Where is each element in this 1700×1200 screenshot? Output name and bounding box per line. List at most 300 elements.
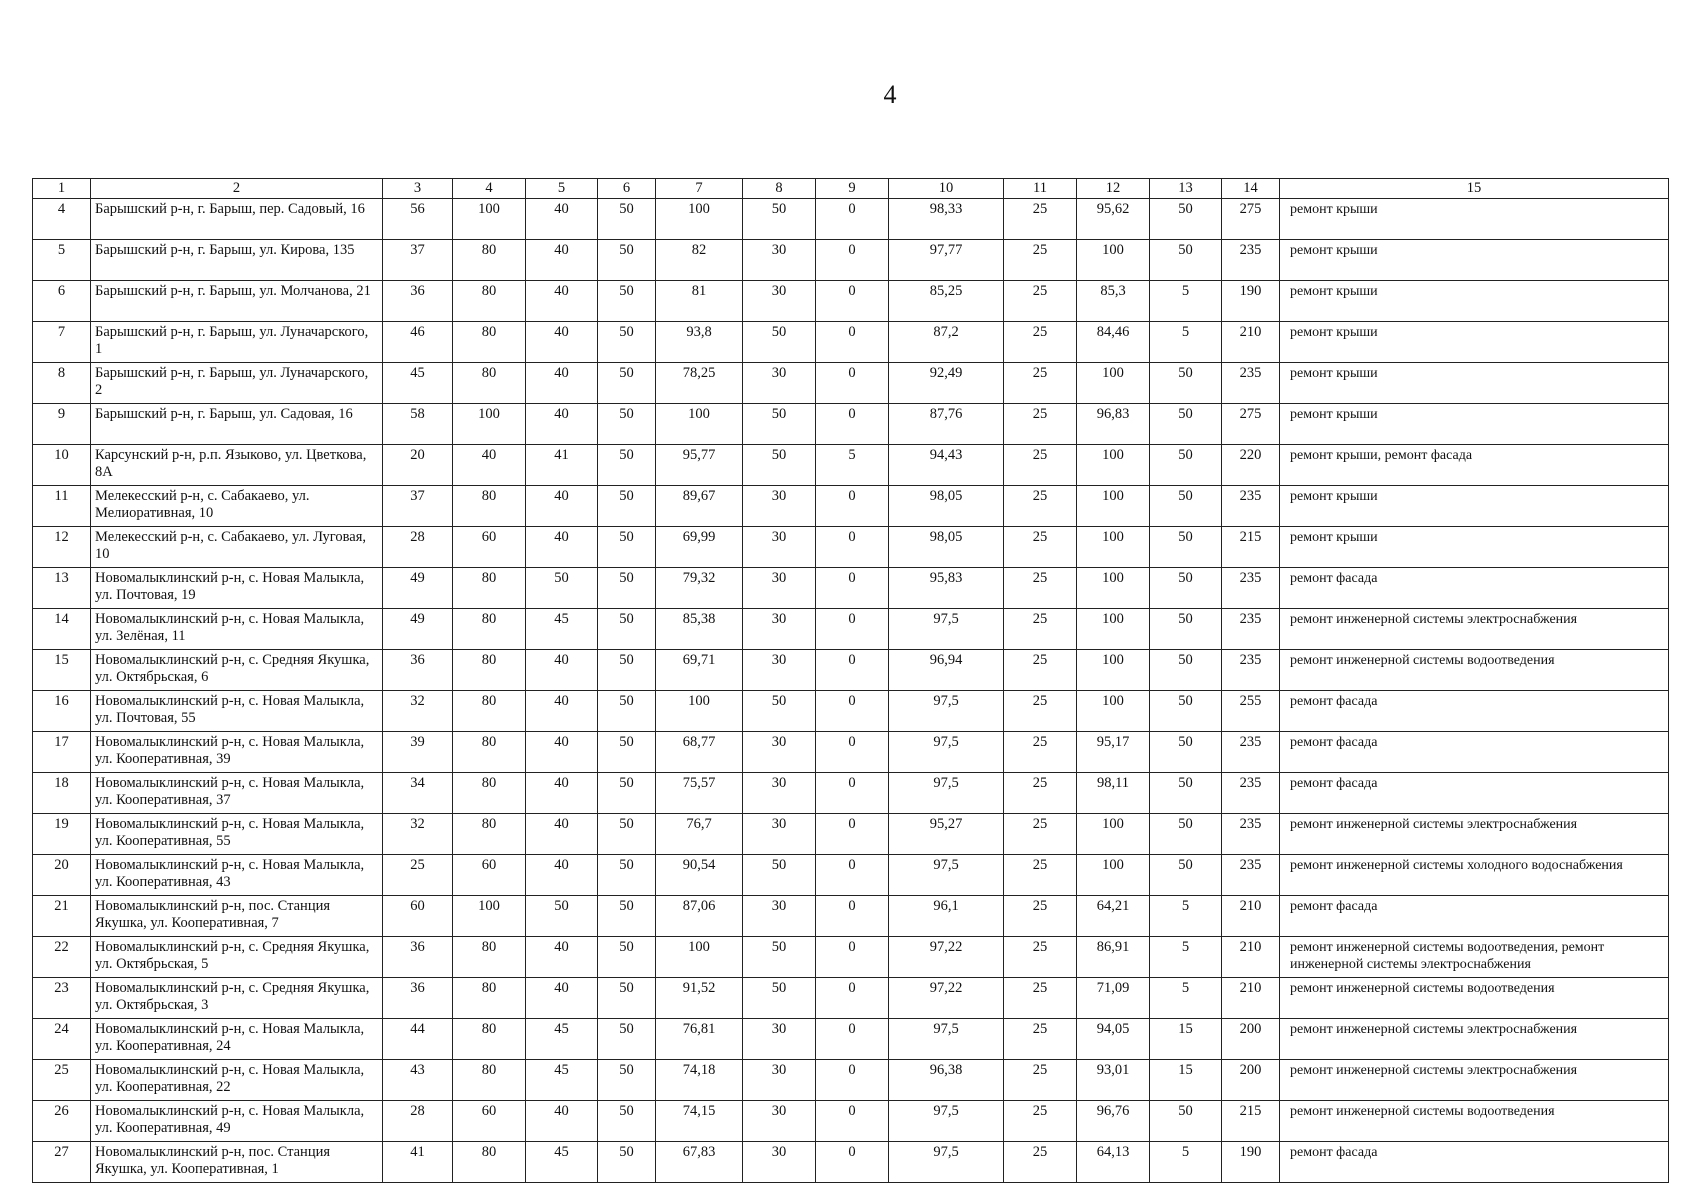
- table-cell-col13: 5: [1150, 978, 1222, 1019]
- table-cell-col11: 25: [1004, 1060, 1077, 1101]
- table-cell-col14: 255: [1222, 691, 1280, 732]
- table-cell-col5: 40: [526, 240, 598, 281]
- table-cell-col12: 84,46: [1077, 322, 1150, 363]
- table-cell-col1: 20: [33, 855, 91, 896]
- table-cell-col1: 4: [33, 199, 91, 240]
- table-cell-col10: 96,94: [889, 650, 1004, 691]
- table-cell-col4: 80: [453, 568, 526, 609]
- table-cell-col13: 50: [1150, 1101, 1222, 1142]
- table-cell-col8: 50: [743, 855, 816, 896]
- table-cell-col13: 15: [1150, 1060, 1222, 1101]
- table-cell-col5: 45: [526, 609, 598, 650]
- table-cell-col13: 50: [1150, 404, 1222, 445]
- table-cell-col14: 235: [1222, 363, 1280, 404]
- table-cell-col12: 93,01: [1077, 1060, 1150, 1101]
- table-cell-col15: ремонт крыши, ремонт фасада: [1280, 445, 1669, 486]
- table-cell-col6: 50: [598, 281, 656, 322]
- table-cell-col10: 87,76: [889, 404, 1004, 445]
- table-cell-col9: 0: [816, 732, 889, 773]
- table-cell-col11: 25: [1004, 650, 1077, 691]
- table-cell-col13: 5: [1150, 281, 1222, 322]
- table-cell-col6: 50: [598, 691, 656, 732]
- table-cell-col11: 25: [1004, 527, 1077, 568]
- table-cell-col12: 95,17: [1077, 732, 1150, 773]
- header-cell-col10: 10: [889, 179, 1004, 199]
- table-cell-col5: 40: [526, 199, 598, 240]
- table-cell-col3: 41: [383, 1142, 453, 1183]
- table-cell-col2: Новомалыклинский р-н, с. Средняя Якушка, ул. Октябрьская, 3: [91, 978, 383, 1019]
- table-cell-col8: 50: [743, 404, 816, 445]
- table-cell-col13: 5: [1150, 322, 1222, 363]
- header-cell-col4: 4: [453, 179, 526, 199]
- table-cell-col12: 96,76: [1077, 1101, 1150, 1142]
- table-cell-col2: Барышский р-н, г. Барыш, ул. Луначарского, 1: [91, 322, 383, 363]
- table-cell-col13: 50: [1150, 240, 1222, 281]
- data-table: [32, 178, 1669, 1183]
- table-row: [33, 363, 1669, 404]
- table-cell-col6: 50: [598, 814, 656, 855]
- table-cell-col15: ремонт фасада: [1280, 691, 1669, 732]
- table-cell-col6: 50: [598, 486, 656, 527]
- table-row: [33, 814, 1669, 855]
- table-cell-col1: 7: [33, 322, 91, 363]
- table-cell-col8: 50: [743, 322, 816, 363]
- table-cell-col2: Новомалыклинский р-н, с. Новая Малыкла, ул. Почтовая, 55: [91, 691, 383, 732]
- table-cell-col7: 74,18: [656, 1060, 743, 1101]
- table-cell-col7: 100: [656, 404, 743, 445]
- table-cell-col3: 32: [383, 691, 453, 732]
- table-cell-col1: 11: [33, 486, 91, 527]
- table-cell-col15: ремонт инженерной системы водоотведения, ремонт инженерной системы электроснабжения: [1280, 937, 1669, 978]
- table-cell-col4: 80: [453, 773, 526, 814]
- table-cell-col3: 56: [383, 199, 453, 240]
- table-row: [33, 486, 1669, 527]
- table-cell-col1: 17: [33, 732, 91, 773]
- table-cell-col1: 24: [33, 1019, 91, 1060]
- table-cell-col1: 5: [33, 240, 91, 281]
- table-cell-col1: 25: [33, 1060, 91, 1101]
- table-cell-col9: 0: [816, 568, 889, 609]
- table-cell-col2: Барышский р-н, г. Барыш, ул. Молчанова, 21: [91, 281, 383, 322]
- table-cell-col4: 80: [453, 1142, 526, 1183]
- table-cell-col2: Новомалыклинский р-н, пос. Станция Якушка, ул. Кооперативная, 1: [91, 1142, 383, 1183]
- table-cell-col10: 95,83: [889, 568, 1004, 609]
- table-cell-col11: 25: [1004, 691, 1077, 732]
- table-cell-col6: 50: [598, 445, 656, 486]
- table-cell-col1: 22: [33, 937, 91, 978]
- table-cell-col13: 5: [1150, 1142, 1222, 1183]
- table-cell-col13: 50: [1150, 445, 1222, 486]
- table-cell-col12: 100: [1077, 363, 1150, 404]
- table-cell-col2: Мелекесский р-н, с. Сабакаево, ул. Мелиоративная, 10: [91, 486, 383, 527]
- table-cell-col11: 25: [1004, 445, 1077, 486]
- table-cell-col7: 67,83: [656, 1142, 743, 1183]
- table-row: [33, 1101, 1669, 1142]
- table-cell-col14: 215: [1222, 1101, 1280, 1142]
- table-cell-col10: 98,05: [889, 486, 1004, 527]
- table-cell-col11: 25: [1004, 732, 1077, 773]
- table-cell-col12: 64,21: [1077, 896, 1150, 937]
- table-cell-col5: 40: [526, 650, 598, 691]
- table-cell-col8: 30: [743, 486, 816, 527]
- table-cell-col3: 58: [383, 404, 453, 445]
- table-cell-col2: Новомалыклинский р-н, с. Средняя Якушка, ул. Октябрьская, 5: [91, 937, 383, 978]
- table-cell-col12: 85,3: [1077, 281, 1150, 322]
- table-cell-col12: 100: [1077, 609, 1150, 650]
- table-cell-col4: 80: [453, 937, 526, 978]
- table-row: [33, 1019, 1669, 1060]
- table-cell-col15: ремонт инженерной системы водоотведения: [1280, 650, 1669, 691]
- header-cell-col13: 13: [1150, 179, 1222, 199]
- table-cell-col3: 34: [383, 773, 453, 814]
- table-cell-col7: 91,52: [656, 978, 743, 1019]
- table-cell-col14: 235: [1222, 855, 1280, 896]
- table-cell-col3: 37: [383, 240, 453, 281]
- table-cell-col8: 30: [743, 527, 816, 568]
- table-cell-col14: 275: [1222, 199, 1280, 240]
- table-cell-col13: 5: [1150, 937, 1222, 978]
- table-row: [33, 855, 1669, 896]
- table-cell-col14: 235: [1222, 814, 1280, 855]
- table-cell-col5: 40: [526, 773, 598, 814]
- table-cell-col8: 30: [743, 732, 816, 773]
- table-cell-col12: 100: [1077, 650, 1150, 691]
- header-cell-col6: 6: [598, 179, 656, 199]
- table-cell-col10: 98,05: [889, 527, 1004, 568]
- table-cell-col12: 100: [1077, 527, 1150, 568]
- table-row: [33, 445, 1669, 486]
- table-cell-col14: 235: [1222, 773, 1280, 814]
- table-cell-col6: 50: [598, 1060, 656, 1101]
- header-cell-col3: 3: [383, 179, 453, 199]
- table-cell-col4: 80: [453, 978, 526, 1019]
- table-cell-col11: 25: [1004, 896, 1077, 937]
- table-cell-col14: 215: [1222, 527, 1280, 568]
- table-row: [33, 527, 1669, 568]
- table-cell-col2: Мелекесский р-н, с. Сабакаево, ул. Луговая, 10: [91, 527, 383, 568]
- table-cell-col14: 235: [1222, 609, 1280, 650]
- table-cell-col3: 44: [383, 1019, 453, 1060]
- table-cell-col13: 50: [1150, 691, 1222, 732]
- table-cell-col11: 25: [1004, 773, 1077, 814]
- table-cell-col5: 40: [526, 363, 598, 404]
- table-cell-col10: 92,49: [889, 363, 1004, 404]
- table-cell-col5: 50: [526, 896, 598, 937]
- table-cell-col15: ремонт крыши: [1280, 404, 1669, 445]
- table-cell-col15: ремонт крыши: [1280, 527, 1669, 568]
- header-cell-col8: 8: [743, 179, 816, 199]
- table-cell-col4: 80: [453, 650, 526, 691]
- table-cell-col13: 50: [1150, 773, 1222, 814]
- table-cell-col14: 235: [1222, 568, 1280, 609]
- table-cell-col4: 80: [453, 486, 526, 527]
- table-cell-col7: 100: [656, 199, 743, 240]
- table-cell-col9: 0: [816, 199, 889, 240]
- table-cell-col3: 36: [383, 978, 453, 1019]
- table-cell-col1: 26: [33, 1101, 91, 1142]
- table-cell-col8: 50: [743, 199, 816, 240]
- table-cell-col12: 100: [1077, 814, 1150, 855]
- table-cell-col7: 100: [656, 937, 743, 978]
- table-cell-col10: 94,43: [889, 445, 1004, 486]
- table-cell-col15: ремонт крыши: [1280, 363, 1669, 404]
- table-cell-col6: 50: [598, 199, 656, 240]
- table-cell-col8: 30: [743, 609, 816, 650]
- table-cell-col10: 97,5: [889, 732, 1004, 773]
- page-number: 4: [883, 80, 897, 109]
- table-cell-col2: Новомалыклинский р-н, с. Новая Малыкла, ул. Кооперативная, 43: [91, 855, 383, 896]
- table-cell-col8: 50: [743, 445, 816, 486]
- table-cell-col10: 85,25: [889, 281, 1004, 322]
- table-cell-col9: 0: [816, 773, 889, 814]
- table-cell-col4: 60: [453, 527, 526, 568]
- table-cell-col3: 28: [383, 1101, 453, 1142]
- table-cell-col4: 100: [453, 896, 526, 937]
- table-cell-col12: 100: [1077, 486, 1150, 527]
- table-cell-col6: 50: [598, 404, 656, 445]
- table-cell-col1: 6: [33, 281, 91, 322]
- header-cell-col15: 15: [1280, 179, 1669, 199]
- table-cell-col11: 25: [1004, 281, 1077, 322]
- table-cell-col3: 28: [383, 527, 453, 568]
- table-cell-col3: 60: [383, 896, 453, 937]
- table-cell-col3: 46: [383, 322, 453, 363]
- table-cell-col13: 50: [1150, 568, 1222, 609]
- table-cell-col2: Новомалыклинский р-н, с. Новая Малыкла, ул. Кооперативная, 55: [91, 814, 383, 855]
- table-cell-col7: 100: [656, 691, 743, 732]
- table-cell-col1: 12: [33, 527, 91, 568]
- table-cell-col3: 25: [383, 855, 453, 896]
- table-cell-col3: 36: [383, 937, 453, 978]
- table-cell-col2: Новомалыклинский р-н, пос. Станция Якушка, ул. Кооперативная, 7: [91, 896, 383, 937]
- table-cell-col6: 50: [598, 568, 656, 609]
- table-cell-col6: 50: [598, 527, 656, 568]
- table-row: [33, 691, 1669, 732]
- table-cell-col11: 25: [1004, 322, 1077, 363]
- table-cell-col9: 0: [816, 650, 889, 691]
- table-cell-col1: 19: [33, 814, 91, 855]
- table-cell-col13: 50: [1150, 650, 1222, 691]
- table-cell-col2: Новомалыклинский р-н, с. Средняя Якушка, ул. Октябрьская, 6: [91, 650, 383, 691]
- table-cell-col4: 80: [453, 814, 526, 855]
- table-cell-col10: 97,5: [889, 609, 1004, 650]
- table-cell-col13: 5: [1150, 896, 1222, 937]
- table-cell-col7: 69,99: [656, 527, 743, 568]
- table-cell-col13: 50: [1150, 609, 1222, 650]
- table-cell-col3: 20: [383, 445, 453, 486]
- table-cell-col10: 97,5: [889, 691, 1004, 732]
- table-cell-col6: 50: [598, 773, 656, 814]
- table-cell-col2: Новомалыклинский р-н, с. Новая Малыкла, ул. Зелёная, 11: [91, 609, 383, 650]
- table-cell-col11: 25: [1004, 1101, 1077, 1142]
- table-cell-col4: 100: [453, 199, 526, 240]
- table-cell-col15: ремонт фасада: [1280, 1142, 1669, 1183]
- table-cell-col6: 50: [598, 1101, 656, 1142]
- table-cell-col13: 50: [1150, 855, 1222, 896]
- table-cell-col5: 45: [526, 1019, 598, 1060]
- table-cell-col5: 40: [526, 937, 598, 978]
- table-row: [33, 1142, 1669, 1183]
- table-cell-col15: ремонт инженерной системы водоотведения: [1280, 978, 1669, 1019]
- table-cell-col3: 37: [383, 486, 453, 527]
- table-cell-col2: Новомалыклинский р-н, с. Новая Малыкла, ул. Кооперативная, 24: [91, 1019, 383, 1060]
- table-cell-col3: 36: [383, 650, 453, 691]
- table-cell-col11: 25: [1004, 978, 1077, 1019]
- table-cell-col15: ремонт крыши: [1280, 240, 1669, 281]
- table-cell-col4: 80: [453, 1019, 526, 1060]
- table-cell-col1: 13: [33, 568, 91, 609]
- table-cell-col8: 30: [743, 773, 816, 814]
- table-cell-col11: 25: [1004, 404, 1077, 445]
- header-cell-col1: 1: [33, 179, 91, 199]
- table-cell-col11: 25: [1004, 568, 1077, 609]
- table-cell-col12: 95,62: [1077, 199, 1150, 240]
- table-cell-col14: 275: [1222, 404, 1280, 445]
- table-cell-col10: 97,5: [889, 1142, 1004, 1183]
- table-cell-col4: 80: [453, 322, 526, 363]
- table-cell-col7: 90,54: [656, 855, 743, 896]
- table-cell-col10: 97,22: [889, 937, 1004, 978]
- table-cell-col7: 79,32: [656, 568, 743, 609]
- table-cell-col5: 40: [526, 322, 598, 363]
- table-cell-col3: 39: [383, 732, 453, 773]
- table-cell-col1: 27: [33, 1142, 91, 1183]
- table-cell-col13: 50: [1150, 527, 1222, 568]
- table-cell-col5: 45: [526, 1142, 598, 1183]
- table-row: [33, 199, 1669, 240]
- table-cell-col7: 69,71: [656, 650, 743, 691]
- table-cell-col2: Новомалыклинский р-н, с. Новая Малыкла, ул. Кооперативная, 22: [91, 1060, 383, 1101]
- table-cell-col7: 74,15: [656, 1101, 743, 1142]
- table-cell-col8: 50: [743, 978, 816, 1019]
- table-cell-col11: 25: [1004, 363, 1077, 404]
- table-cell-col8: 30: [743, 363, 816, 404]
- table-cell-col1: 14: [33, 609, 91, 650]
- table-cell-col15: ремонт инженерной системы холодного водоснабжения: [1280, 855, 1669, 896]
- table-cell-col6: 50: [598, 732, 656, 773]
- table-cell-col2: Барышский р-н, г. Барыш, ул. Кирова, 135: [91, 240, 383, 281]
- table-cell-col15: ремонт фасада: [1280, 773, 1669, 814]
- table-cell-col3: 49: [383, 609, 453, 650]
- table-cell-col11: 25: [1004, 937, 1077, 978]
- table-cell-col8: 50: [743, 937, 816, 978]
- table-cell-col7: 93,8: [656, 322, 743, 363]
- table-cell-col7: 78,25: [656, 363, 743, 404]
- header-cell-col2: 2: [91, 179, 383, 199]
- table-cell-col5: 40: [526, 691, 598, 732]
- table-cell-col9: 0: [816, 937, 889, 978]
- table-cell-col6: 50: [598, 896, 656, 937]
- table-cell-col9: 0: [816, 240, 889, 281]
- table-cell-col9: 0: [816, 404, 889, 445]
- table-cell-col10: 97,22: [889, 978, 1004, 1019]
- table-cell-col4: 80: [453, 732, 526, 773]
- table-row: [33, 773, 1669, 814]
- table-cell-col7: 68,77: [656, 732, 743, 773]
- table-cell-col9: 0: [816, 855, 889, 896]
- table-cell-col4: 60: [453, 855, 526, 896]
- table-cell-col9: 0: [816, 1019, 889, 1060]
- table-cell-col15: ремонт инженерной системы водоотведения: [1280, 1101, 1669, 1142]
- table-cell-col9: 0: [816, 1142, 889, 1183]
- table-cell-col5: 40: [526, 404, 598, 445]
- table-cell-col4: 80: [453, 240, 526, 281]
- table-cell-col1: 21: [33, 896, 91, 937]
- table-cell-col10: 98,33: [889, 199, 1004, 240]
- table-cell-col3: 49: [383, 568, 453, 609]
- table-cell-col1: 16: [33, 691, 91, 732]
- table-cell-col1: 15: [33, 650, 91, 691]
- table-cell-col7: 82: [656, 240, 743, 281]
- table-cell-col10: 97,5: [889, 1019, 1004, 1060]
- table-cell-col15: ремонт инженерной системы электроснабжения: [1280, 1060, 1669, 1101]
- table-row: [33, 609, 1669, 650]
- table-cell-col12: 71,09: [1077, 978, 1150, 1019]
- header-cell-col12: 12: [1077, 179, 1150, 199]
- table-cell-col11: 25: [1004, 855, 1077, 896]
- table-cell-col15: ремонт фасада: [1280, 568, 1669, 609]
- table-cell-col6: 50: [598, 363, 656, 404]
- table-cell-col5: 40: [526, 814, 598, 855]
- table-cell-col15: ремонт фасада: [1280, 732, 1669, 773]
- header-cell-col7: 7: [656, 179, 743, 199]
- table-cell-col7: 75,57: [656, 773, 743, 814]
- table-cell-col15: ремонт крыши: [1280, 281, 1669, 322]
- table-cell-col14: 190: [1222, 1142, 1280, 1183]
- table-cell-col6: 50: [598, 322, 656, 363]
- table-cell-col1: 8: [33, 363, 91, 404]
- table-cell-col14: 235: [1222, 732, 1280, 773]
- table-cell-col4: 80: [453, 281, 526, 322]
- table-cell-col15: ремонт фасада: [1280, 896, 1669, 937]
- table-cell-col8: 30: [743, 1019, 816, 1060]
- table-cell-col15: ремонт крыши: [1280, 322, 1669, 363]
- table-cell-col6: 50: [598, 650, 656, 691]
- table-cell-col2: Барышский р-н, г. Барыш, пер. Садовый, 16: [91, 199, 383, 240]
- table-cell-col2: Барышский р-н, г. Барыш, ул. Садовая, 16: [91, 404, 383, 445]
- table-cell-col14: 190: [1222, 281, 1280, 322]
- table-cell-col12: 100: [1077, 568, 1150, 609]
- table-row: [33, 896, 1669, 937]
- table-cell-col11: 25: [1004, 814, 1077, 855]
- table-row: [33, 281, 1669, 322]
- table-cell-col12: 96,83: [1077, 404, 1150, 445]
- table-cell-col8: 30: [743, 896, 816, 937]
- table-cell-col12: 100: [1077, 445, 1150, 486]
- table-cell-col5: 40: [526, 855, 598, 896]
- table-cell-col5: 40: [526, 1101, 598, 1142]
- table-cell-col9: 0: [816, 1101, 889, 1142]
- table-cell-col10: 87,2: [889, 322, 1004, 363]
- table-cell-col6: 50: [598, 609, 656, 650]
- table-cell-col10: 97,5: [889, 773, 1004, 814]
- table-row: [33, 240, 1669, 281]
- table-cell-col12: 100: [1077, 691, 1150, 732]
- table-cell-col10: 96,38: [889, 1060, 1004, 1101]
- table-cell-col13: 50: [1150, 814, 1222, 855]
- header-cell-col5: 5: [526, 179, 598, 199]
- table-cell-col6: 50: [598, 1019, 656, 1060]
- table-cell-col2: Барышский р-н, г. Барыш, ул. Луначарского, 2: [91, 363, 383, 404]
- table-cell-col3: 45: [383, 363, 453, 404]
- table-header-row: [33, 179, 1669, 199]
- table-cell-col15: ремонт инженерной системы электроснабжения: [1280, 609, 1669, 650]
- table-cell-col8: 50: [743, 691, 816, 732]
- table-cell-col7: 76,81: [656, 1019, 743, 1060]
- table-cell-col11: 25: [1004, 486, 1077, 527]
- table-cell-col1: 9: [33, 404, 91, 445]
- header-cell-col11: 11: [1004, 179, 1077, 199]
